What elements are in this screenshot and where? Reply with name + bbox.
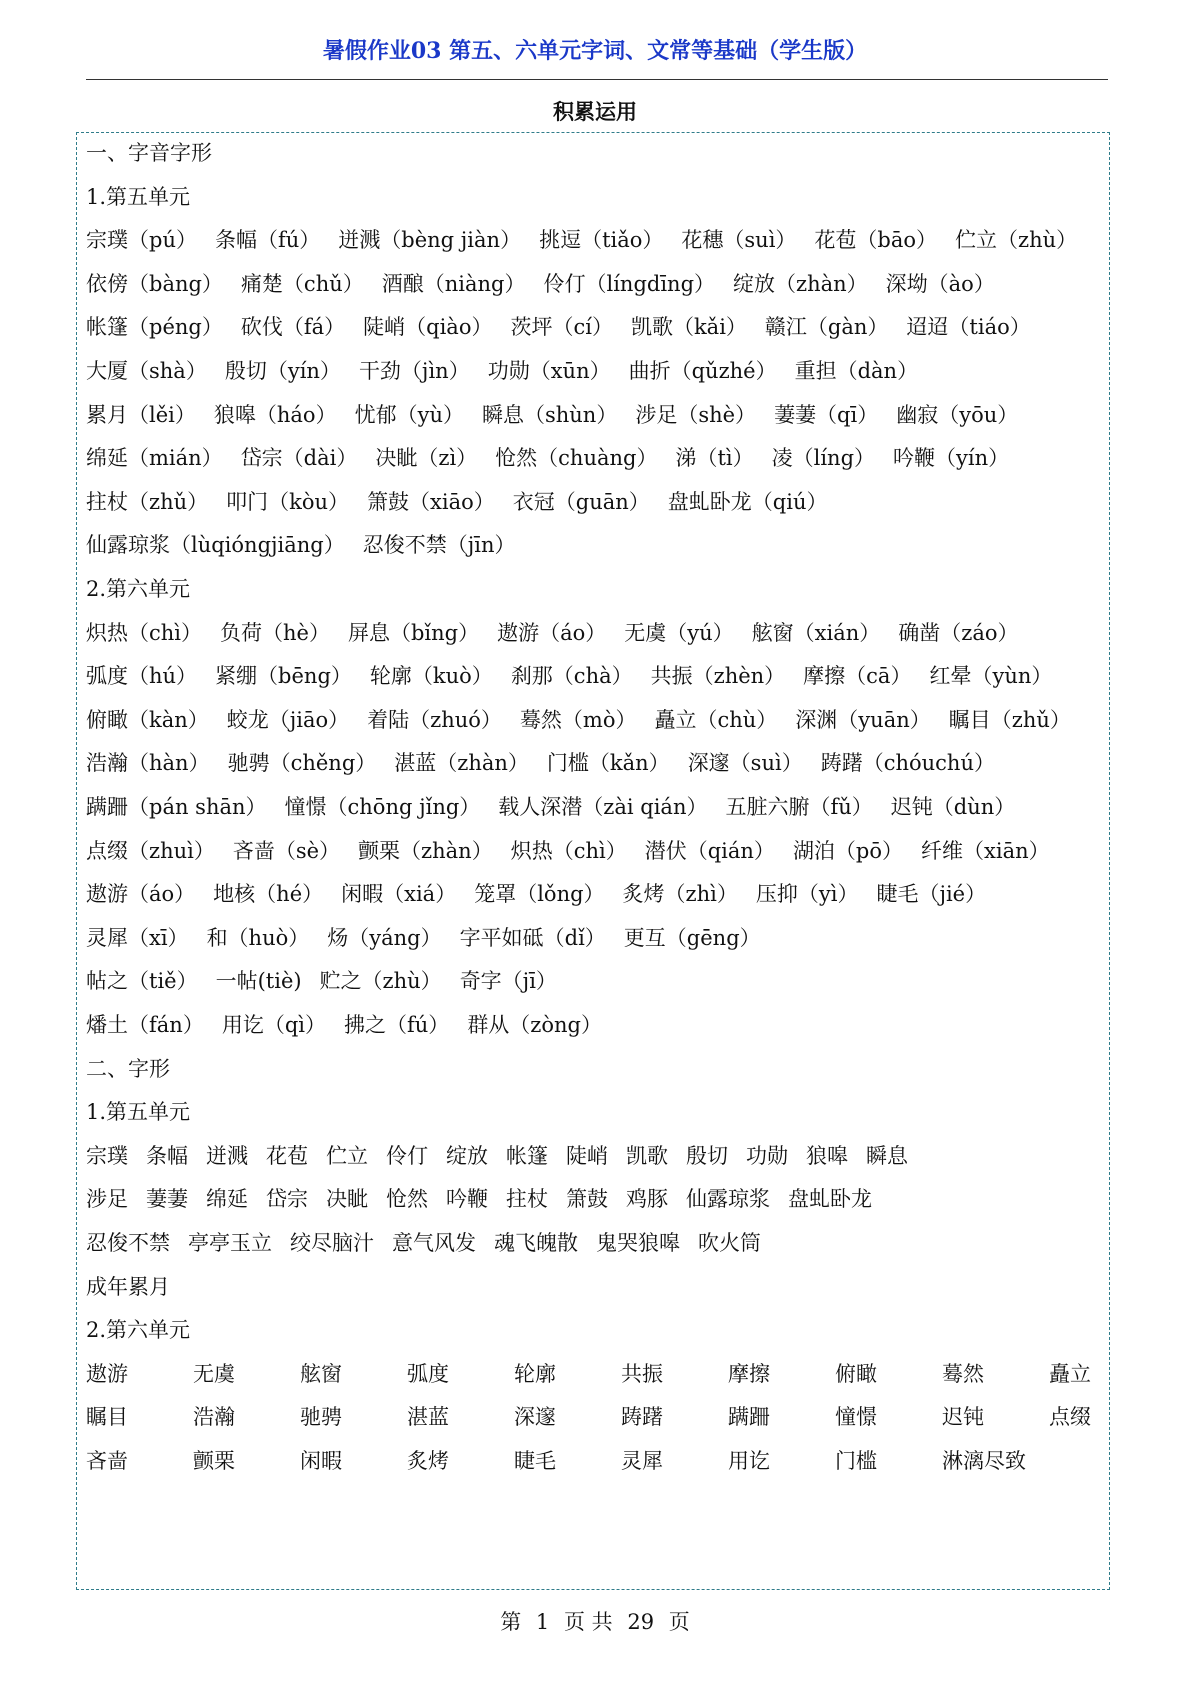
content-heading: 2.第六单元 xyxy=(86,1318,191,1343)
vocab-item: 迸溅 xyxy=(206,1143,248,1168)
vocab-item: 迸溅（bèng jiàn） xyxy=(338,228,522,253)
vocab-item: 踌躇（chóuchú） xyxy=(820,751,995,776)
page-title: 暑假作业03 第五、六单元字词、文常等基础（学生版） xyxy=(322,38,868,64)
vocab-item: 矗立（chù） xyxy=(654,707,778,732)
vocab-item: 迟钝（dùn） xyxy=(890,795,1016,819)
vocab-item: 字平如砥（dǐ） xyxy=(459,925,606,950)
vocab-item: 萋萋 xyxy=(146,1187,188,1212)
vocab-item: 吹火筒 xyxy=(698,1231,761,1255)
word-item: 用讫 xyxy=(728,1449,770,1473)
vocab-item: 花苞（bāo） xyxy=(814,228,938,253)
vocab-item: 功勋（xūn） xyxy=(487,359,611,383)
word-item: 俯瞰 xyxy=(835,1361,877,1386)
vocab-item: 刹那（chà） xyxy=(510,664,633,689)
vocab-item: 蹒跚（pán shān） xyxy=(86,795,267,819)
vocab-item: 鬼哭狼嗥 xyxy=(596,1231,680,1255)
vocab-item: 群从（zòng） xyxy=(467,1013,602,1037)
vocab-item: 笼罩（lǒng） xyxy=(474,882,605,907)
content-row xyxy=(86,223,1116,257)
content-row xyxy=(86,398,1116,432)
vocab-item: 绵延 xyxy=(206,1187,248,1212)
vocab-item: 瞬息 xyxy=(866,1143,908,1168)
vocab-item: 条幅 xyxy=(146,1143,188,1168)
vocab-item: 绽放 xyxy=(446,1143,488,1168)
word-item: 深邃 xyxy=(514,1405,556,1430)
vocab-item: 殷切（yín） xyxy=(224,359,341,383)
vocab-item: 绵延（mián） xyxy=(86,446,223,471)
content-row xyxy=(86,746,1116,780)
vocab-item: 压抑（yì） xyxy=(755,882,859,907)
word-item: 驰骋 xyxy=(300,1405,342,1430)
vocab-item: 魂飞魄散 xyxy=(494,1231,578,1255)
vocab-item: 涉足 xyxy=(86,1187,128,1212)
vocab-item: 成年累月 xyxy=(86,1274,170,1299)
vocab-item: 盘虬卧龙 xyxy=(788,1187,872,1212)
vocab-item: 决眦 xyxy=(326,1187,368,1212)
word-item: 蹒跚 xyxy=(728,1405,770,1430)
vocab-item: 确凿（záo） xyxy=(898,620,1019,645)
word-item: 淋漓尽致 xyxy=(942,1449,1026,1473)
vocab-item: 着陆（zhuó） xyxy=(367,707,502,732)
vocab-item: 鸡豚 xyxy=(626,1187,668,1212)
vocab-item: 功勋 xyxy=(746,1143,788,1168)
vocab-item: 门槛（kǎn） xyxy=(546,751,670,776)
vocab-item: 涉足（shè） xyxy=(635,402,757,427)
vocab-item: 更互（gēng） xyxy=(623,925,761,950)
content-row xyxy=(86,1182,1116,1216)
word-item: 憧憬 xyxy=(835,1405,877,1430)
vocab-item: 紧绷（bēng） xyxy=(215,664,352,689)
vocab-item: 花穗（suì） xyxy=(681,228,797,253)
vocab-item: 睫毛（jié） xyxy=(876,882,987,907)
vocab-item: 砍伐（fá） xyxy=(240,315,346,340)
word-item: 湛蓝 xyxy=(407,1405,449,1430)
vocab-item: 深坳（ào） xyxy=(885,271,995,296)
vocab-item: 衣冠（guān） xyxy=(512,489,650,514)
vocab-item: 赣江（gàn） xyxy=(764,315,889,340)
vocab-item: 驰骋（chěng） xyxy=(227,751,377,776)
vocab-item: 伫立 xyxy=(326,1143,368,1168)
word-item: 闲暇 xyxy=(300,1449,342,1473)
vocab-item: 俯瞰（kàn） xyxy=(86,707,209,732)
content-row xyxy=(86,1444,1116,1478)
vocab-item: 曲折（qǔzhé） xyxy=(628,359,777,383)
content-row xyxy=(86,921,1116,955)
vocab-item: 伶仃 xyxy=(386,1143,428,1168)
vocab-item: 和（huò） xyxy=(206,925,310,950)
vocab-item: 意气风发 xyxy=(392,1231,476,1255)
word-item: 迟钝 xyxy=(942,1405,984,1430)
word-item: 遨游 xyxy=(86,1361,128,1386)
vocab-item: 炀（yáng） xyxy=(327,925,442,950)
vocab-item: 决眦（zì） xyxy=(375,446,478,471)
vocab-item: 条幅（fú） xyxy=(214,228,321,253)
word-item: 灵犀 xyxy=(621,1449,663,1473)
vocab-item: 重担（dàn） xyxy=(794,359,919,383)
content-row xyxy=(86,1008,1116,1042)
word-item: 弧度 xyxy=(407,1361,449,1386)
word-item: 浩瀚 xyxy=(193,1405,235,1430)
vocab-item: 轮廓（kuò） xyxy=(369,664,493,689)
vocab-item: 憧憬（chōng jǐng） xyxy=(284,795,481,819)
word-item: 轮廓 xyxy=(514,1361,556,1386)
vocab-item: 大厦（shà） xyxy=(86,359,207,383)
vocab-item: 湖泊（pō） xyxy=(792,838,904,863)
vocab-item: 吟鞭 xyxy=(446,1187,488,1212)
vocab-item: 灵犀（xī） xyxy=(86,925,189,950)
word-item: 舷窗 xyxy=(300,1361,342,1386)
vocab-item: 弧度（hú） xyxy=(86,664,198,689)
vocab-item: 迢迢（tiáo） xyxy=(906,315,1031,340)
vocab-item: 绽放（zhàn） xyxy=(733,271,868,296)
page-footer xyxy=(0,1606,1190,1636)
vocab-item: 痛楚（chǔ） xyxy=(240,271,364,296)
vocab-item: 忧郁（yù） xyxy=(354,402,464,427)
content-heading: 二、字形 xyxy=(86,1056,170,1081)
vocab-item: 无虞（yú） xyxy=(624,620,734,645)
vocab-item: 幽寂（yōu） xyxy=(896,402,1019,427)
vocab-item: 瞩目（zhǔ） xyxy=(948,707,1071,732)
content-row xyxy=(86,441,1116,475)
vocab-item: 忍俊不禁 xyxy=(86,1231,170,1255)
content-row xyxy=(86,616,1116,650)
vocab-item: 宗璞（pú） xyxy=(86,228,197,253)
content-row xyxy=(86,1226,1116,1260)
content-row xyxy=(86,964,1116,998)
word-item: 颤栗 xyxy=(193,1449,235,1473)
vocab-item: 怆然 xyxy=(386,1187,428,1212)
vocab-item: 盘虬卧龙（qiú） xyxy=(667,489,828,514)
vocab-item: 箫鼓 xyxy=(566,1187,608,1212)
vocab-item: 亭亭玉立 xyxy=(188,1231,272,1255)
header-divider xyxy=(86,79,1108,80)
content-row xyxy=(86,877,1116,911)
content-row xyxy=(86,1400,1116,1434)
vocab-item: 依傍（bàng） xyxy=(86,271,223,296)
vocab-item: 花苞 xyxy=(266,1143,308,1168)
vocab-item: 仙露琼浆（lùqióngjiāng） xyxy=(86,533,345,558)
vocab-item: 蛟龙（jiāo） xyxy=(226,707,350,732)
vocab-item: 屏息（bǐng） xyxy=(347,620,480,645)
vocab-item: 帐篷（péng） xyxy=(86,315,223,340)
content-heading: 1.第五单元 xyxy=(86,1100,191,1125)
word-item: 矗立 xyxy=(1049,1361,1091,1386)
word-item: 瞩目 xyxy=(86,1405,128,1430)
content-heading: 2.第六单元 xyxy=(86,577,191,601)
vocab-item: 潜伏（qián） xyxy=(644,838,775,863)
vocab-item: 红晕（yùn） xyxy=(929,664,1053,689)
content-heading: 一、字音字形 xyxy=(86,141,212,165)
vocab-item: 叩门（kòu） xyxy=(226,489,350,514)
vocab-item: 深渊（yuān） xyxy=(795,707,931,732)
word-item: 炙烤 xyxy=(407,1449,449,1473)
vocab-item: 萋萋（qī） xyxy=(774,402,879,427)
word-item: 门槛 xyxy=(835,1449,877,1473)
vocab-item: 帖之（tiě） xyxy=(86,969,198,994)
vocab-item: 拂之（fú） xyxy=(344,1013,450,1037)
vocab-item: 湛蓝（zhàn） xyxy=(394,751,529,776)
vocab-item: 绞尽脑汁 xyxy=(290,1231,374,1255)
vocab-item: 地核（hé） xyxy=(213,882,324,907)
vocab-item: 蓦然（mò） xyxy=(519,707,637,732)
vocab-item: 舷窗（xián） xyxy=(751,620,881,645)
vocab-item: 帐篷 xyxy=(506,1143,548,1168)
word-item: 无虞 xyxy=(193,1361,235,1386)
vocab-item: 殷切 xyxy=(686,1143,728,1168)
vocab-item: 瞬息（shùn） xyxy=(481,402,618,427)
vocab-item: 一帖(tiè) xyxy=(215,969,302,994)
vocab-item: 遨游（áo） xyxy=(497,620,607,645)
vocab-item: 颤栗（zhàn） xyxy=(358,838,493,863)
section-heading: 积累运用 xyxy=(553,99,637,124)
content-row xyxy=(86,485,1116,519)
footer-prefix: 第 xyxy=(500,1610,522,1634)
vocab-item: 燔土（fán） xyxy=(86,1013,204,1037)
word-item: 蓦然 xyxy=(942,1361,984,1386)
content-row xyxy=(86,1270,1116,1304)
vocab-item: 狼嗥（háo） xyxy=(213,402,337,427)
content-row xyxy=(86,834,1116,868)
content-heading: 1.第五单元 xyxy=(86,184,191,209)
footer-suffix: 页 xyxy=(668,1610,690,1634)
vocab-item: 陡峭（qiào） xyxy=(363,315,493,340)
vocab-item: 五脏六腑（fǔ） xyxy=(725,795,873,819)
vocab-item: 忍俊不禁（jīn） xyxy=(362,533,516,558)
vocab-item: 伶仃（língdīng） xyxy=(543,271,716,296)
vocab-item: 岱宗（dài） xyxy=(240,446,358,471)
content-row xyxy=(86,703,1116,737)
vocab-item: 挑逗（tiǎo） xyxy=(539,228,664,253)
vocab-item: 茨坪（cí） xyxy=(510,315,613,340)
vocab-item: 怆然（chuàng） xyxy=(495,446,658,471)
vocab-item: 涕（tì） xyxy=(675,446,754,471)
vocab-item: 深邃（suì） xyxy=(687,751,803,776)
vocab-item: 炙烤（zhì） xyxy=(622,882,738,907)
vocab-item: 箫鼓（xiāo） xyxy=(367,489,495,514)
content-row xyxy=(86,267,1116,301)
footer-page-number: 1 xyxy=(535,1610,550,1634)
vocab-item: 炽热（chì） xyxy=(86,620,203,645)
vocab-item: 闲暇（xiá） xyxy=(341,882,457,907)
content-row xyxy=(86,1357,1116,1391)
vocab-item: 累月（lěi） xyxy=(86,402,196,427)
vocab-item: 陡峭 xyxy=(566,1143,608,1168)
word-item: 点缀 xyxy=(1049,1405,1091,1430)
vocab-item: 拄杖 xyxy=(506,1187,548,1212)
word-item: 共振 xyxy=(621,1361,663,1386)
vocab-item: 酒酿（niàng） xyxy=(381,271,526,296)
vocab-item: 凯歌 xyxy=(626,1143,668,1168)
vocab-item: 用讫（qì） xyxy=(221,1013,326,1037)
vocab-item: 贮之（zhù） xyxy=(319,969,442,994)
vocab-item: 遨游（áo） xyxy=(86,882,196,907)
vocab-item: 炽热（chì） xyxy=(510,838,627,863)
vocab-item: 摩擦（cā） xyxy=(803,664,912,689)
vocab-item: 岱宗 xyxy=(266,1187,308,1212)
word-item: 吝啬 xyxy=(86,1449,128,1473)
content-row xyxy=(86,790,1116,824)
vocab-item: 干劲（jìn） xyxy=(358,359,470,383)
content-row xyxy=(86,528,1116,562)
word-item: 睫毛 xyxy=(514,1449,556,1473)
vocab-item: 点缀（zhuì） xyxy=(86,838,215,863)
footer-total-pages: 29 xyxy=(627,1610,655,1634)
vocab-item: 共振（zhèn） xyxy=(650,664,786,689)
vocab-item: 吝啬（sè） xyxy=(232,838,341,863)
content-row xyxy=(86,354,1116,388)
content-row xyxy=(86,1139,1116,1173)
content-row xyxy=(86,659,1116,693)
vocab-item: 浩瀚（hàn） xyxy=(86,751,210,776)
word-item: 踌躇 xyxy=(621,1405,663,1430)
vocab-item: 负荷（hè） xyxy=(220,620,330,645)
vocab-item: 凌（líng） xyxy=(771,446,876,471)
vocab-item: 拄杖（zhǔ） xyxy=(86,489,209,514)
vocab-item: 仙露琼浆 xyxy=(686,1187,770,1212)
content-row xyxy=(86,310,1116,344)
word-item: 摩擦 xyxy=(728,1361,770,1386)
vocab-item: 凯歌（kǎi） xyxy=(630,315,747,340)
vocab-item: 吟鞭（yín） xyxy=(893,446,1010,471)
vocab-item: 纤维（xiān） xyxy=(921,838,1050,863)
vocab-item: 载人深潜（zài qián） xyxy=(498,795,708,819)
vocab-item: 宗璞 xyxy=(86,1143,128,1168)
vocab-item: 伫立（zhù） xyxy=(955,228,1078,253)
footer-mid: 页 共 xyxy=(563,1610,613,1634)
vocab-item: 奇字（jī） xyxy=(459,969,557,994)
vocab-item: 狼嗥 xyxy=(806,1143,848,1168)
